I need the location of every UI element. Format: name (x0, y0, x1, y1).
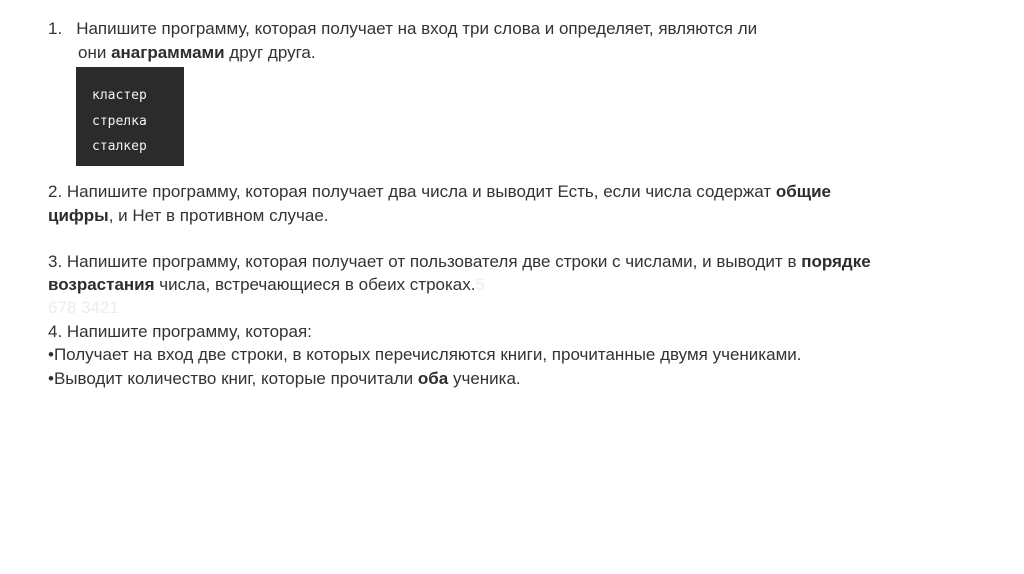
task2-line1-pre: 2. Напишите программу, которая получает два числа и выводит Есть, если числа содержат (48, 182, 776, 201)
task4-line1: 4. Напишите программу, которая: (48, 322, 312, 341)
task3-keyword-order: порядке (801, 252, 871, 271)
task3-line1-pre: 3. Напишите программу, которая получает от пользователя две строки с числами, и выводит в (48, 252, 802, 271)
task3-keyword-ascending: возрастания (48, 275, 155, 294)
task3-faint-line: 678 3421 (48, 298, 119, 317)
code-line-2: стрелка (92, 113, 147, 129)
task4-line3 (48, 367, 521, 391)
task2-line1 (48, 180, 831, 204)
code-line-3: сталкер (92, 139, 147, 154)
task3-faint-tail: 5 (475, 275, 485, 294)
code-example-box (76, 67, 184, 166)
task4-line3-pre: •Выводит количество книг, которые прочитали (48, 369, 418, 388)
task1-line1 (48, 17, 757, 41)
task2-line2 (48, 204, 329, 228)
code-line-1: кластер (92, 88, 147, 103)
task3-line2-post: числа, встречающиеся в обеих строках. (154, 275, 476, 294)
task4-line2: •Получает на вход две строки, в которых перечисляются книги, прочитанные двумя учениками. (48, 345, 802, 364)
task4-keyword-both: оба (417, 369, 449, 388)
task1-line2-post: друг друга. (224, 43, 316, 62)
task1-text: Напишите программу, которая получает на вход три слова и определяет, являются ли (76, 19, 758, 38)
task1-line2-pre: они (78, 43, 112, 62)
task2-line2-post: , и Нет в противном случае. (108, 206, 329, 225)
task1-line2 (78, 41, 316, 65)
task1-number: 1. (48, 19, 63, 38)
task3-line2 (48, 273, 485, 297)
task1-keyword-anagrams: анаграммами (111, 43, 225, 62)
task3-line1 (48, 250, 871, 274)
task4-line3-post: ученика. (448, 369, 521, 388)
task2-keyword-common: общие (775, 182, 831, 201)
task2-keyword-digits: цифры (48, 206, 109, 225)
